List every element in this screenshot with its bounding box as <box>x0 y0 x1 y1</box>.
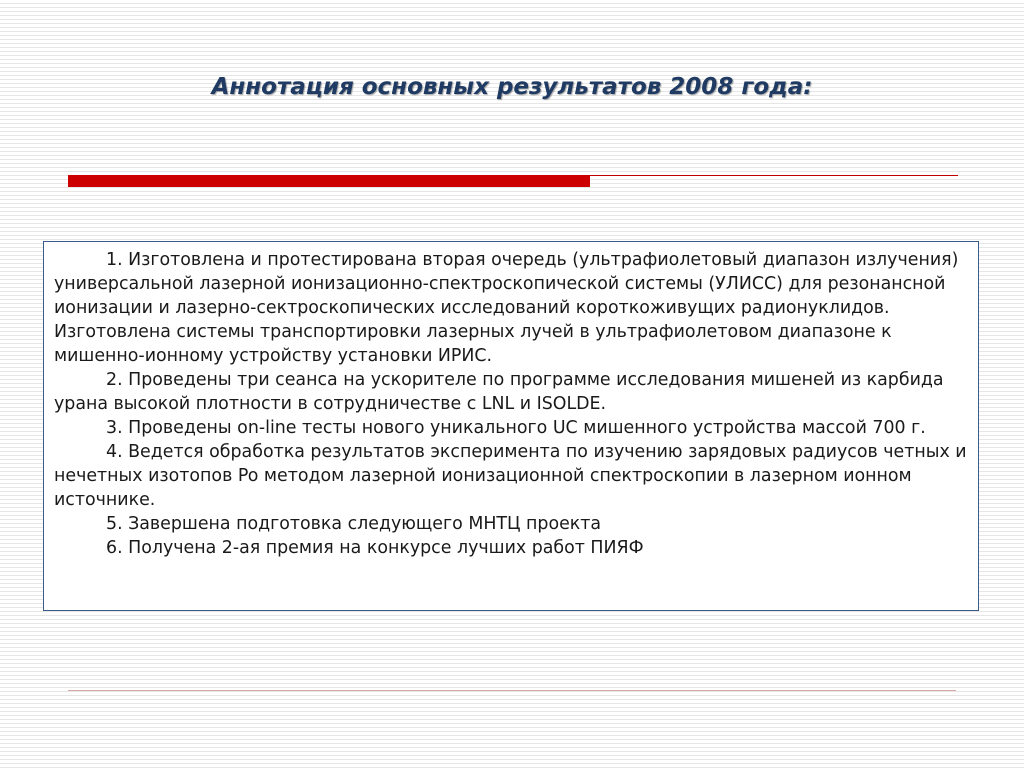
result-item-4: 4. Ведется обработка результатов эксперимента по изучению зарядовых радиусов четных и нечетных изотопов Po методом лазерной ионизационной спектроскопии в лазерном ионном источнике. <box>54 442 967 510</box>
result-item-1: 1. Изготовлена и протестирована вторая очередь (ультрафиолетовый диапазон излучения) универсальной лазерной ионизационно-спектроскопической системы (УЛИСС) для резонансной ионизации и лазерно-сектроскопических исследований короткоживущих радионуклидов. Изготовлена системы транспортировки лазерных лучей в ультрафиолетовом диапазоне к мишенно-ионному устройству установки ИРИС. <box>54 250 959 366</box>
result-item-2: 2. Проведены три сеанса на ускорителе по программе исследования мишеней из карбида урана высокой плотности в сотрудничестве с LNL и ISOLDE. <box>54 370 944 414</box>
title-accent-bar <box>68 175 590 187</box>
result-item-6: 6. Получена 2-ая премия на конкурсе лучших работ ПИЯФ <box>106 538 644 558</box>
result-item-5: 5. Завершена подготовка следующего МНТЦ проекта <box>106 514 602 534</box>
footer-divider-line <box>68 690 956 691</box>
slide-title: Аннотация основных результатов 2008 года: <box>211 74 813 100</box>
result-item-3: 3. Проведены on-line тесты нового уникального UC мишенного устройства массой 700 г. <box>106 418 926 438</box>
results-text-box <box>43 241 979 611</box>
